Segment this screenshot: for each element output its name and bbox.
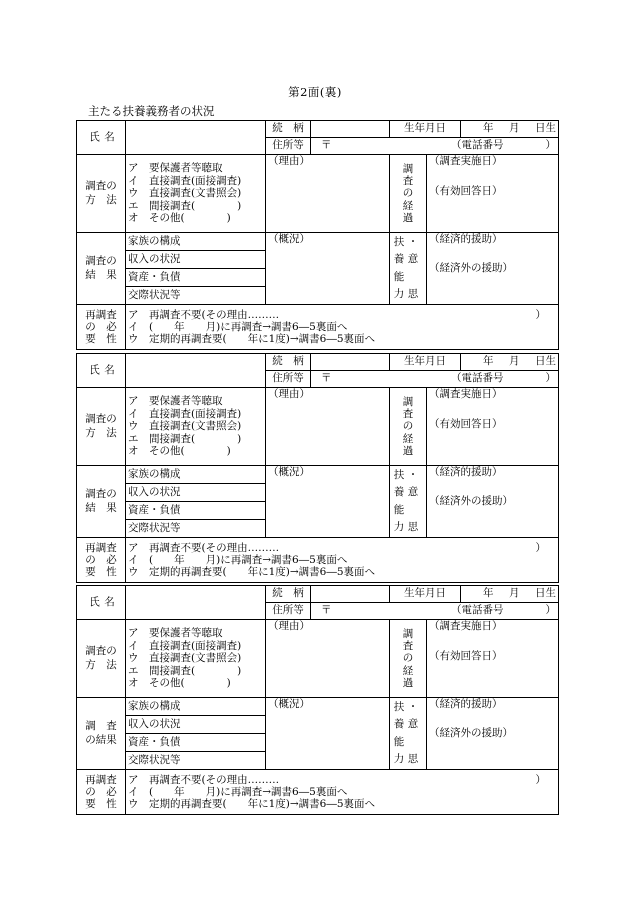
name-field[interactable]: [126, 121, 266, 155]
result-income: 収入の状況: [126, 484, 266, 502]
method-label-cell: [77, 620, 126, 698]
method-options: [126, 155, 266, 233]
birth-day-label: 日生: [535, 122, 557, 135]
birth-year-label: 年: [483, 355, 494, 368]
result-assets: 資産・負債: [126, 502, 266, 520]
reinvestigation-option-a-end: ）: [535, 308, 547, 321]
reinvestigation-label-2: の 必: [85, 785, 117, 798]
reinvestigation-options: [126, 538, 559, 583]
progress-field[interactable]: [427, 620, 559, 698]
result-label-cell: [77, 466, 126, 538]
relation-label: 続 柄: [266, 121, 311, 138]
birth-date-field[interactable]: [461, 121, 559, 138]
progress-char-5: 過: [402, 444, 414, 457]
overview-field[interactable]: [266, 698, 390, 770]
postal-mark: 〒: [321, 139, 332, 152]
reinvestigation-option-i[interactable]: イ ( 年 月)に再調査→調書6―5裏面へ: [128, 553, 348, 566]
support-field[interactable]: [427, 466, 559, 538]
reinvestigation-option-i[interactable]: イ ( 年 月)に再調査→調書6―5裏面へ: [128, 785, 348, 798]
result-label-2: 結 果: [85, 501, 117, 514]
method-label-2: 方 法: [85, 426, 117, 439]
economic-support-label: （経済的援助）: [429, 233, 503, 245]
overview-field[interactable]: [266, 466, 390, 538]
birth-month-label: 月: [509, 587, 520, 600]
reinvestigation-label-3: 要 性: [85, 798, 117, 811]
address-label: 住所等: [266, 371, 311, 388]
reinvestigation-option-a-end: ）: [535, 541, 547, 554]
relation-label: 続 柄: [266, 354, 311, 371]
progress-char-1: 調: [402, 163, 414, 176]
address-label: 住所等: [266, 138, 311, 155]
progress-char-2: 査: [402, 175, 414, 188]
birth-year-label: 年: [483, 122, 494, 135]
result-family: 家族の構成: [126, 698, 266, 716]
support-obligor-table: [76, 120, 559, 350]
reinvestigation-options: [126, 305, 559, 350]
result-social: 交際状況等: [126, 520, 266, 538]
result-label-cell: [77, 698, 126, 770]
implementation-date-label: （調査実施日）: [429, 620, 503, 632]
birth-label: 生年月日: [390, 586, 461, 603]
support-char-5: 能: [393, 503, 405, 516]
address-field[interactable]: [311, 371, 559, 388]
reinvestigation-option-a[interactable]: ア 再調査不要(その理由………: [128, 541, 280, 554]
birth-year-label: 年: [483, 587, 494, 600]
name-label-cell: [77, 121, 126, 155]
valid-reply-date-label: （有効回答日）: [429, 418, 503, 431]
name-label-2: 名: [104, 595, 115, 608]
progress-char-5: 過: [402, 676, 414, 689]
method-option-a[interactable]: ア 要保護者等聴取: [128, 627, 223, 640]
reason-label: （理由）: [268, 620, 310, 632]
progress-label-cell: [390, 388, 427, 466]
method-label-2: 方 法: [85, 658, 117, 671]
method-option-a[interactable]: ア 要保護者等聴取: [128, 395, 223, 408]
name-label-2: 名: [104, 363, 115, 376]
result-label-1: 調査の: [85, 255, 117, 268]
method-options: [126, 620, 266, 698]
method-option-i[interactable]: イ 直接調査(面接調査): [128, 407, 242, 420]
support-char-4: 意: [407, 253, 419, 266]
name-field[interactable]: [126, 354, 266, 388]
valid-reply-date-label: （有効回答日）: [429, 185, 503, 198]
support-char-3: 養: [393, 486, 405, 499]
birth-label: 生年月日: [390, 121, 461, 138]
progress-char-2: 査: [402, 640, 414, 653]
result-label-2: 結 果: [85, 268, 117, 281]
progress-char-2: 査: [402, 408, 414, 421]
economic-support-label: （経済的援助）: [429, 466, 503, 478]
reinvestigation-label-cell: [77, 305, 126, 350]
result-label-2: の結果: [85, 733, 117, 746]
address-label: 住所等: [266, 603, 311, 620]
method-option-u[interactable]: ウ 直接調査(文書照会): [128, 420, 242, 433]
section-title: 主たる扶養義務者の状況: [88, 104, 215, 118]
reinvestigation-label-cell: [77, 538, 126, 583]
reinvestigation-label-1: 再調査: [85, 773, 117, 786]
reason-label: （理由）: [268, 155, 310, 167]
reinvestigation-option-u[interactable]: ウ 定期的再調査要( 年に1度)→調書6―5裏面へ: [128, 333, 376, 346]
birth-date-field[interactable]: [461, 586, 559, 603]
name-label-2: 名: [104, 130, 115, 143]
method-label-cell: [77, 155, 126, 233]
reinvestigation-label-1: 再調査: [85, 541, 117, 554]
reinvestigation-label-cell: [77, 770, 126, 815]
method-option-e[interactable]: エ 間接調査( ): [128, 199, 242, 212]
progress-char-5: 過: [402, 211, 414, 224]
reinvestigation-label-1: 再調査: [85, 308, 117, 321]
support-char-7: 力: [393, 288, 405, 301]
relation-field[interactable]: [311, 586, 390, 603]
reinvestigation-option-u[interactable]: ウ 定期的再調査要( 年に1度)→調書6―5裏面へ: [128, 566, 376, 579]
obligor-block-2: [76, 353, 558, 583]
relation-field[interactable]: [311, 354, 390, 371]
reason-field[interactable]: [266, 620, 390, 698]
method-option-i[interactable]: イ 直接調査(面接調査): [128, 174, 242, 187]
progress-label-cell: [390, 155, 427, 233]
support-char-7: 力: [393, 753, 405, 766]
reinvestigation-options: [126, 770, 559, 815]
relation-label: 続 柄: [266, 586, 311, 603]
support-ability-cell: [390, 698, 427, 770]
support-char-4: 意: [407, 486, 419, 499]
result-label-1: 調 査: [85, 720, 117, 733]
result-assets: 資産・負債: [126, 269, 266, 287]
reinvestigation-label-2: の 必: [85, 320, 117, 333]
relation-field[interactable]: [311, 121, 390, 138]
reinvestigation-label-3: 要 性: [85, 333, 117, 346]
method-label-2: 方 法: [85, 193, 117, 206]
birth-day-label: 日生: [535, 355, 557, 368]
progress-char-4: 経: [402, 199, 414, 212]
support-char-1: 扶: [393, 468, 405, 481]
progress-label-cell: [390, 620, 427, 698]
phone-label: （電話番号 ）: [451, 372, 557, 385]
reason-label: （理由）: [268, 388, 310, 400]
overview-field[interactable]: [266, 233, 390, 305]
method-options: [126, 388, 266, 466]
progress-field[interactable]: [427, 388, 559, 466]
page-title: 第2面(裏): [288, 85, 342, 99]
overview-label: （概況）: [268, 466, 310, 478]
result-family: 家族の構成: [126, 466, 266, 484]
non-economic-support-label: （経済外の援助）: [429, 262, 513, 275]
overview-label: （概況）: [268, 698, 310, 710]
result-income: 収入の状況: [126, 251, 266, 269]
address-field[interactable]: [311, 138, 559, 155]
name-field[interactable]: [126, 586, 266, 620]
reinvestigation-option-a[interactable]: ア 再調査不要(その理由………: [128, 773, 280, 786]
support-char-8: 思: [407, 753, 419, 766]
support-char-3: 養: [393, 253, 405, 266]
reinvestigation-option-u[interactable]: ウ 定期的再調査要( 年に1度)→調書6―5裏面へ: [128, 798, 376, 811]
valid-reply-date-label: （有効回答日）: [429, 650, 503, 663]
support-char-8: 思: [407, 521, 419, 534]
progress-field[interactable]: [427, 155, 559, 233]
reason-field[interactable]: [266, 155, 390, 233]
support-char-4: 意: [407, 718, 419, 731]
birth-label: 生年月日: [390, 354, 461, 371]
progress-char-4: 経: [402, 432, 414, 445]
support-char-5: 能: [393, 270, 405, 283]
support-char-8: 思: [407, 288, 419, 301]
phone-label: （電話番号 ）: [451, 604, 557, 617]
method-label-1: 調査の: [85, 413, 117, 426]
progress-char-3: の: [402, 652, 414, 665]
progress-char-1: 調: [402, 396, 414, 409]
support-char-1: 扶: [393, 235, 405, 248]
method-option-e[interactable]: エ 間接調査( ): [128, 664, 242, 677]
address-field[interactable]: [311, 603, 559, 620]
reinvestigation-label-3: 要 性: [85, 566, 117, 579]
method-label-cell: [77, 388, 126, 466]
economic-support-label: （経済的援助）: [429, 698, 503, 710]
reinvestigation-option-a-end: ）: [535, 773, 547, 786]
support-char-2: ・: [407, 468, 419, 481]
support-field[interactable]: [427, 233, 559, 305]
name-label-1: 氏: [89, 130, 100, 143]
progress-char-4: 経: [402, 664, 414, 677]
name-label-1: 氏: [89, 595, 100, 608]
method-option-a[interactable]: ア 要保護者等聴取: [128, 162, 223, 175]
support-obligor-table: [76, 585, 559, 815]
obligor-block-3: [76, 585, 558, 815]
postal-mark: 〒: [321, 604, 332, 617]
method-option-o[interactable]: オ その他( ): [128, 677, 231, 690]
progress-char-3: の: [402, 187, 414, 200]
support-char-7: 力: [393, 521, 405, 534]
support-char-2: ・: [407, 235, 419, 248]
obligor-block-1: [76, 120, 558, 350]
support-obligor-table: [76, 353, 559, 583]
reason-field[interactable]: [266, 388, 390, 466]
phone-label: （電話番号 ）: [451, 139, 557, 152]
support-field[interactable]: [427, 698, 559, 770]
method-option-o[interactable]: オ その他( ): [128, 445, 231, 458]
reinvestigation-option-i[interactable]: イ ( 年 月)に再調査→調書6―5裏面へ: [128, 320, 348, 333]
support-char-1: 扶: [393, 700, 405, 713]
postal-mark: 〒: [321, 372, 332, 385]
method-option-o[interactable]: オ その他( ): [128, 212, 231, 225]
method-label-1: 調査の: [85, 645, 117, 658]
progress-char-3: の: [402, 420, 414, 433]
reinvestigation-label-2: の 必: [85, 553, 117, 566]
implementation-date-label: （調査実施日）: [429, 388, 503, 400]
support-char-5: 能: [393, 735, 405, 748]
method-label-1: 調査の: [85, 180, 117, 193]
method-option-u[interactable]: ウ 直接調査(文書照会): [128, 652, 242, 665]
birth-month-label: 月: [509, 355, 520, 368]
name-label-cell: [77, 586, 126, 620]
result-label-cell: [77, 233, 126, 305]
result-social: 交際状況等: [126, 752, 266, 770]
method-option-e[interactable]: エ 間接調査( ): [128, 432, 242, 445]
support-char-3: 養: [393, 718, 405, 731]
overview-label: （概況）: [268, 233, 310, 245]
result-label-1: 調査の: [85, 488, 117, 501]
support-ability-cell: [390, 466, 427, 538]
name-label-1: 氏: [89, 363, 100, 376]
method-option-i[interactable]: イ 直接調査(面接調査): [128, 639, 242, 652]
support-ability-cell: [390, 233, 427, 305]
result-family: 家族の構成: [126, 233, 266, 251]
result-social: 交際状況等: [126, 287, 266, 305]
implementation-date-label: （調査実施日）: [429, 155, 503, 167]
method-option-u[interactable]: ウ 直接調査(文書照会): [128, 187, 242, 200]
support-char-2: ・: [407, 700, 419, 713]
birth-month-label: 月: [509, 122, 520, 135]
non-economic-support-label: （経済外の援助）: [429, 727, 513, 740]
result-assets: 資産・負債: [126, 734, 266, 752]
result-income: 収入の状況: [126, 716, 266, 734]
name-label-cell: [77, 354, 126, 388]
progress-char-1: 調: [402, 628, 414, 641]
birth-day-label: 日生: [535, 587, 557, 600]
birth-date-field[interactable]: [461, 354, 559, 371]
non-economic-support-label: （経済外の援助）: [429, 495, 513, 508]
reinvestigation-option-a[interactable]: ア 再調査不要(その理由………: [128, 308, 280, 321]
